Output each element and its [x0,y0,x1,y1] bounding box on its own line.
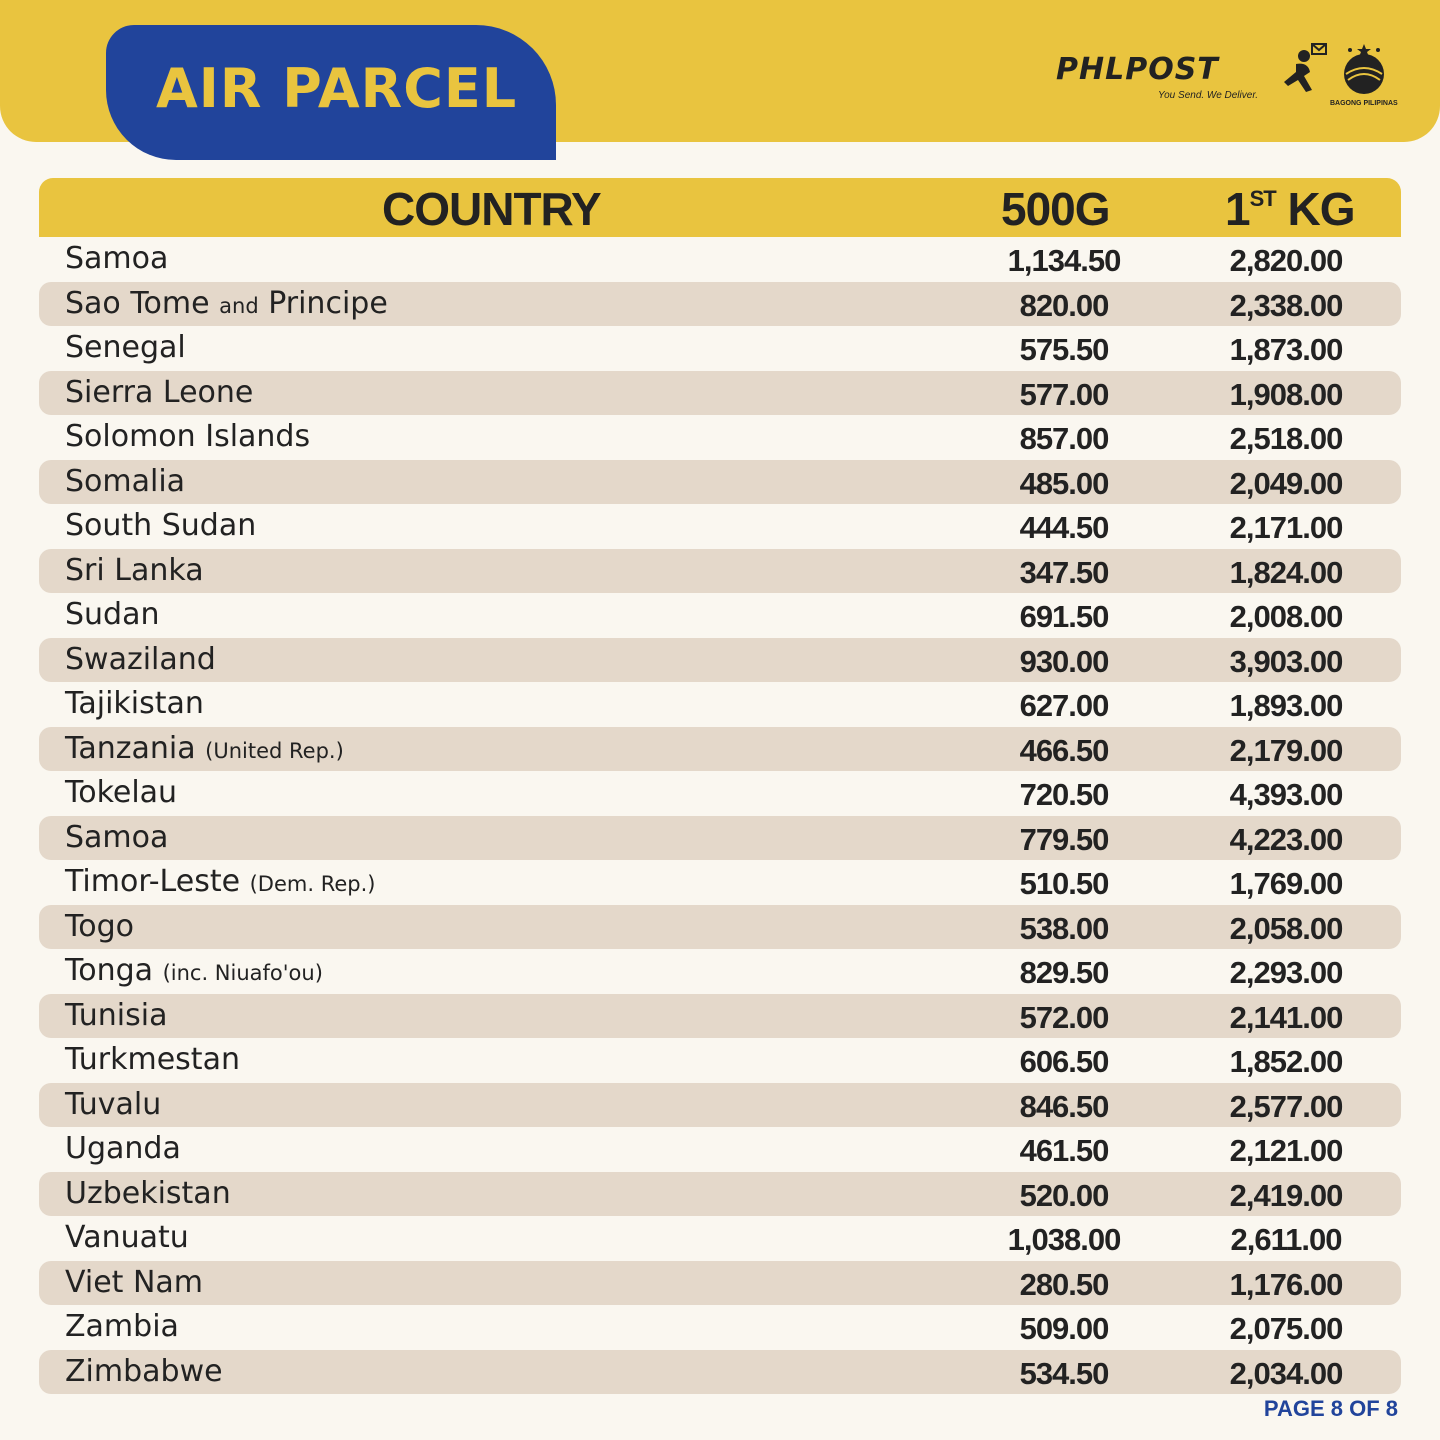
table-row [39,371,1401,416]
table-row [39,415,1401,460]
rate-500g-cell: 691.50 [1019,599,1109,634]
rate-1st-kg-cell: 1,769.00 [1229,866,1343,901]
rate-1st-kg-cell: 2,419.00 [1229,1177,1343,1213]
rate-1st-kg-cell: 1,893.00 [1229,688,1343,723]
country-cell: Tuvalu [65,1086,162,1122]
rate-500g-cell: 280.50 [1019,1266,1109,1302]
country-cell: Viet Nam [65,1264,204,1300]
country-cell: Uganda [65,1131,181,1166]
rate-500g-cell: 485.00 [1019,465,1109,501]
rate-500g-cell: 534.50 [1019,1355,1109,1391]
rate-1st-kg-cell: 2,577.00 [1229,1088,1343,1124]
rate-500g-cell: 930.00 [1019,643,1109,679]
table-row [39,727,1401,772]
page-indicator: PAGE 8 OF 8 [1263,1396,1398,1421]
rate-1st-kg-cell: 2,179.00 [1229,732,1343,768]
rate-500g-cell: 444.50 [1019,510,1109,545]
table-row [39,460,1401,505]
country-cell: Zimbabwe [65,1353,223,1389]
table-row [39,638,1401,683]
rates-table [39,178,1401,1394]
table-row [39,860,1401,905]
country-cell: Turkmestan [65,1042,240,1077]
rate-1st-kg-cell: 1,176.00 [1229,1266,1343,1302]
country-cell: Togo [65,908,134,944]
bagong-pilipinas-seal-icon [1334,40,1394,100]
rate-1st-kg-cell: 1,852.00 [1229,1044,1343,1079]
seal-label: BAGONG PILIPINAS [1330,100,1398,107]
table-row [39,1305,1401,1350]
rate-500g-cell: 829.50 [1019,955,1109,990]
rate-500g-cell: 1,134.50 [1007,243,1121,278]
country-cell: Swaziland [65,641,216,677]
title-tab [106,25,556,160]
rate-1st-kg-cell: 2,338.00 [1229,287,1343,323]
country-cell: South Sudan [65,508,257,543]
brand-tagline: You Send. We Deliver. [1158,90,1259,101]
country-cell: Solomon Islands [65,419,311,454]
rate-500g-cell: 461.50 [1019,1133,1109,1168]
country-cell: Sao Tome and Principe [65,285,388,321]
rate-1st-kg-cell: 2,008.00 [1229,599,1343,634]
rate-500g-cell: 846.50 [1019,1088,1109,1124]
table-row [39,1216,1401,1261]
column-header-1st-kg: 1ST KG [1225,183,1355,235]
table-row [39,905,1401,950]
country-cell: Tonga (inc. Niuafo'ou) [65,953,323,988]
table-body [39,237,1401,1394]
country-cell: Somalia [65,463,186,499]
rate-1st-kg-cell: 4,223.00 [1229,821,1343,857]
country-cell: Sudan [65,597,160,632]
rate-500g-cell: 509.00 [1019,1311,1109,1346]
rate-1st-kg-cell: 2,518.00 [1229,421,1343,456]
rate-1st-kg-cell: 2,049.00 [1229,465,1343,501]
rate-1st-kg-cell: 2,293.00 [1229,955,1343,990]
table-row [39,771,1401,816]
rate-500g-cell: 779.50 [1019,821,1109,857]
table-row [39,282,1401,327]
rate-1st-kg-cell: 4,393.00 [1229,777,1343,812]
rate-1st-kg-cell: 2,058.00 [1229,910,1343,946]
table-row [39,682,1401,727]
rate-1st-kg-cell: 2,820.00 [1229,243,1343,278]
rate-500g-cell: 538.00 [1019,910,1109,946]
rate-500g-cell: 857.00 [1019,421,1109,456]
rate-1st-kg-cell: 1,908.00 [1229,376,1343,412]
table-row [39,1172,1401,1217]
rate-1st-kg-cell: 2,171.00 [1229,510,1343,545]
country-cell: Uzbekistan [65,1175,231,1211]
rate-500g-cell: 720.50 [1019,777,1109,812]
rate-1st-kg-cell: 2,121.00 [1229,1133,1343,1168]
rate-500g-cell: 466.50 [1019,732,1109,768]
table-row [39,504,1401,549]
column-header-country: COUNTRY [382,183,601,235]
page-title: AIR PARCEL [156,57,518,120]
rate-1st-kg-cell: 2,075.00 [1229,1311,1343,1346]
table-row [39,1127,1401,1172]
rate-1st-kg-cell: 1,873.00 [1229,332,1343,367]
table-row [39,816,1401,861]
rate-500g-cell: 627.00 [1019,688,1109,723]
country-cell: Tunisia [65,997,168,1033]
rate-1st-kg-cell: 2,034.00 [1229,1355,1343,1391]
rate-500g-cell: 347.50 [1019,554,1109,590]
rate-500g-cell: 520.00 [1019,1177,1109,1213]
country-cell: Sierra Leone [65,374,254,410]
table-header [39,178,1401,237]
table-row [39,549,1401,594]
rate-500g-cell: 606.50 [1019,1044,1109,1079]
rate-1st-kg-cell: 3,903.00 [1229,643,1343,679]
country-cell: Sri Lanka [65,552,204,588]
table-row [39,326,1401,371]
rate-500g-cell: 1,038.00 [1007,1222,1121,1257]
runner-mail-icon [1274,42,1328,96]
country-cell: Zambia [65,1309,179,1344]
column-header-500g: 500G [1001,183,1110,235]
table-row [39,1350,1401,1395]
country-cell: Senegal [65,330,186,365]
phlpost-logo: PHLPOST [1056,52,1219,87]
table-row [39,593,1401,638]
rate-500g-cell: 575.50 [1019,332,1109,367]
table-row [39,1038,1401,1083]
rate-1st-kg-cell: 2,611.00 [1230,1222,1342,1257]
rate-1st-kg-cell: 2,141.00 [1229,999,1343,1035]
rate-500g-cell: 820.00 [1019,287,1109,323]
rate-500g-cell: 510.50 [1019,866,1109,901]
rate-500g-cell: 577.00 [1019,376,1109,412]
table-row [39,1083,1401,1128]
table-row [39,949,1401,994]
rate-500g-cell: 572.00 [1019,999,1109,1035]
country-cell: Tajikistan [65,686,204,721]
brand-logos [1050,38,1410,113]
country-cell: Tokelau [65,775,178,810]
country-cell: Vanuatu [65,1220,189,1255]
country-cell: Samoa [65,819,169,855]
country-cell: Samoa [65,241,169,276]
rate-1st-kg-cell: 1,824.00 [1229,554,1343,590]
table-row [39,994,1401,1039]
country-cell: Tanzania (United Rep.) [65,730,344,766]
country-cell: Timor-Leste (Dem. Rep.) [65,864,376,899]
table-row [39,237,1401,282]
table-row [39,1261,1401,1306]
